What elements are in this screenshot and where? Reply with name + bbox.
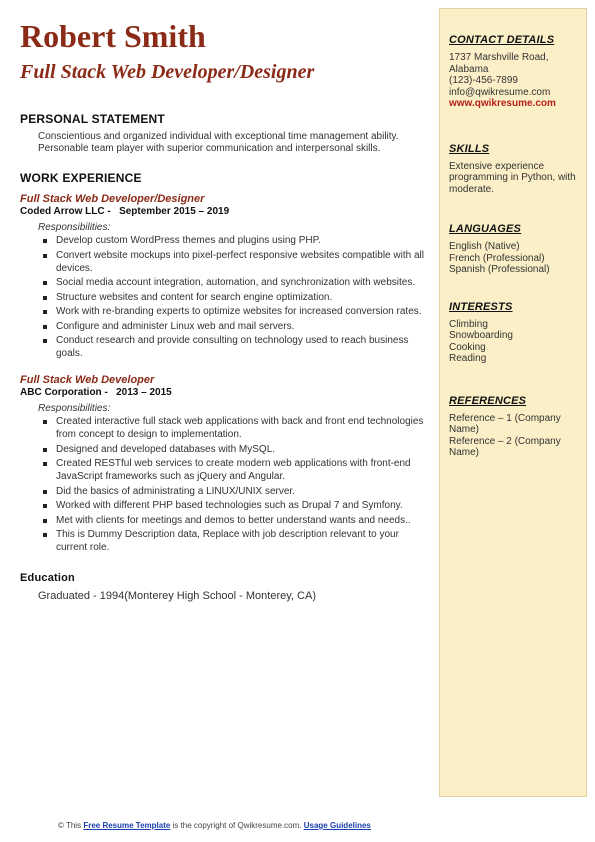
job-title: Full Stack Web Developer [20,374,155,386]
duty-item: Met with clients for meetings and demos to better understand wants and needs.. [56,514,425,527]
duty-item: Structure websites and content for search engine optimization. [56,291,425,304]
job-entry-2 [20,374,425,554]
interest-item: Climbing [449,318,488,330]
candidate-name: Robert Smith [20,18,206,54]
duty-item: Created interactive full stack web applications with back and front end technologies from concept to design to implementation. [56,416,424,440]
job-company: ABC Corporation - 2013 – 2015 [20,387,172,398]
reference-item: Reference – 2 (Company Name) [449,435,561,458]
language-item: French (Professional) [449,252,545,264]
duty-item: Created RESTful web services to create modern web applications with front-end JavaScript frameworks such as jQuery and Angular. [56,457,425,483]
languages-list [449,241,579,276]
interest-item: Reading [449,353,487,364]
free-resume-template-link[interactable]: Free Resume Template [83,821,171,830]
interests-list [449,319,579,365]
duty-item: Work with re-branding experts to optimize websites for increased conversion rates. [56,305,425,318]
duty-item: Worked with different PHP based technologies such as Drupal 7 and Symfony. [56,499,425,512]
interest-item: Cooking [449,341,486,353]
duty-item: Conduct research and provide consulting on technology used to reach business goals. [56,334,425,360]
duty-item: Did the basics of administrating a LINUX/UNIX server. [56,485,425,498]
personal-statement-text: Conscientious and organized individual with exceptional time management ability. Personable team player with superior communication and interpersonal skills. [38,131,399,154]
responsibilities-label: Responsibilities: [38,222,111,233]
footer-middle: is the copyright of Qwikresume.com. [172,821,302,830]
duty-item: Develop custom WordPress themes and plugins using PHP. [56,234,425,247]
job-title: Full Stack Web Developer/Designer [20,193,205,205]
education-heading: Education [20,572,75,584]
personal-statement-heading: PERSONAL STATEMENT [20,112,165,126]
language-item: English (Native) [449,241,520,252]
language-item: Spanish (Professional) [449,264,550,275]
work-experience-heading: WORK EXPERIENCE [20,171,142,185]
languages-heading: LANGUAGES [449,223,522,235]
main-column [20,18,425,602]
candidate-title: Full Stack Web Developer/Designer [20,61,315,83]
skills-text: Extensive experience programming in Python, with moderate. [449,160,576,195]
footer-prefix: © This [58,821,82,830]
website-link[interactable]: www.qwikresume.com [449,98,556,109]
skills-heading: SKILLS [449,142,490,155]
usage-guidelines-link[interactable]: Usage Guidelines [303,821,371,830]
phone-number: (123)-456-7899 [449,75,518,86]
footer [58,821,371,830]
reference-item: Reference – 1 (Company Name) [449,412,561,435]
interest-item: Snowboarding [449,330,513,341]
address-line-2: Alabama [449,63,489,75]
duty-list [20,415,425,554]
sidebar [439,8,587,797]
references-heading: REFERENCES [449,394,527,407]
duty-item: This is Dummy Description data, Replace with job description relevant to your current role. [56,528,425,554]
duty-item: Designed and developed databases with MySQL. [56,443,425,456]
duty-list [20,234,425,360]
job-entry-1 [20,193,425,360]
references-list [449,413,579,459]
contact-heading: CONTACT DETAILS [449,34,555,46]
duty-item: Configure and administer Linux web and mail servers. [56,320,425,333]
email-address: info@qwikresume.com [449,86,551,98]
interests-heading: INTERESTS [449,300,513,313]
job-company: Coded Arrow LLC - September 2015 – 2019 [20,206,230,217]
duty-item: Convert website mockups into pixel-perfect responsive websites compatible with all devices. [56,249,424,274]
education-text: Graduated - 1994(Monterey High School - Monterey, CA) [38,590,316,602]
address-line-1: 1737 Marshville Road, [449,52,549,63]
responsibilities-label: Responsibilities: [38,403,111,414]
duty-item: Social media account integration, automation, and synchronization with websites. [56,276,425,289]
